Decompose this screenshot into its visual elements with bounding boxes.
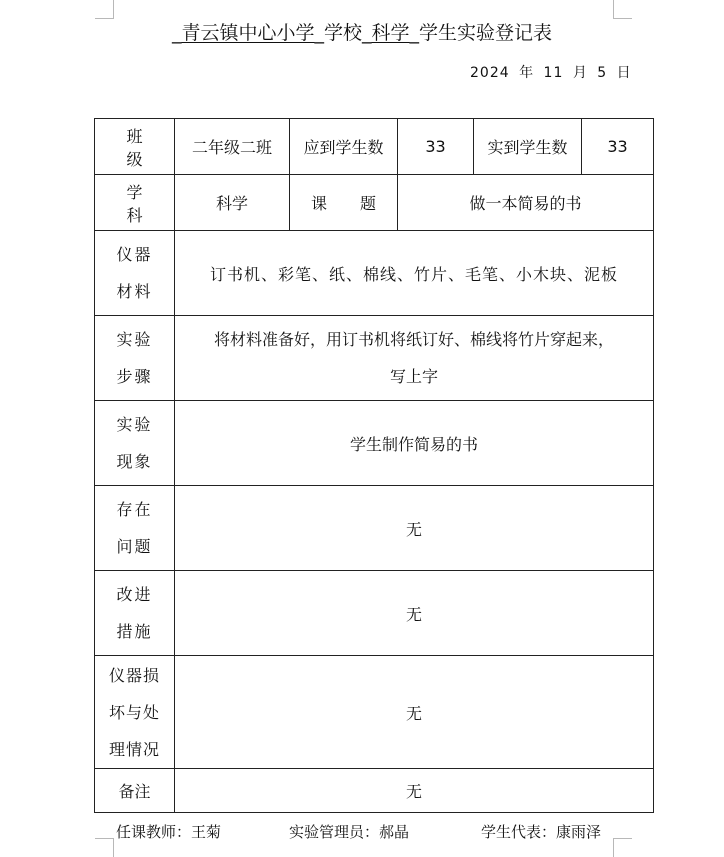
table-row — [95, 316, 654, 401]
phenomenon-label-line-2: 现象 — [116, 452, 153, 471]
damage-label-line-1: 仪器损 — [108, 665, 160, 685]
phenomenon-label — [95, 401, 175, 486]
damage-value: 无 — [175, 656, 654, 769]
table-row — [95, 401, 654, 486]
title-suffix: _学生实验登记表 — [409, 22, 553, 44]
table-row — [95, 175, 654, 231]
topic-value: 做一本简易的书 — [398, 175, 654, 231]
title-mid: _学校_ — [314, 22, 372, 44]
damage-label-line-3: 理情况 — [108, 739, 160, 759]
materials-label-line-2: 材料 — [116, 282, 153, 301]
improvement-label — [95, 571, 175, 656]
table-row — [95, 231, 654, 316]
teacher-signature: 任课教师：王菊 — [116, 823, 222, 841]
actual-students-label: 实到学生数 — [474, 119, 582, 175]
phenomenon-label-line-1: 实验 — [116, 415, 153, 434]
steps-value-line-1: 将材料准备好，用订书机将纸订好、棉线将竹片穿起来， — [213, 330, 614, 349]
problems-value: 无 — [175, 486, 654, 571]
problems-label-line-1: 存在 — [116, 500, 153, 519]
subject-label: 学 科 — [95, 175, 175, 231]
title-prefix: _ — [171, 22, 182, 44]
steps-label-line-2: 步骤 — [116, 367, 153, 386]
problems-label-line-2: 问题 — [116, 537, 153, 556]
page-corner-mark-bottom-left — [95, 838, 114, 857]
table-row — [95, 486, 654, 571]
remarks-value: 无 — [175, 769, 654, 813]
actual-students-value: 33 — [582, 119, 654, 175]
title-subject: 科学 — [371, 22, 410, 44]
materials-label — [95, 231, 175, 316]
damage-label-line-2: 坏与处 — [108, 702, 160, 722]
improvement-value: 无 — [175, 571, 654, 656]
table-row — [95, 769, 654, 813]
date-month: 11 — [543, 65, 564, 81]
student-rep-signature: 学生代表：康雨泽 — [481, 823, 602, 841]
remarks-label: 备注 — [95, 769, 175, 813]
lab-manager-signature: 实验管理员：郝晶 — [289, 823, 410, 841]
table-row — [95, 571, 654, 656]
materials-value: 订书机、彩笔、纸、棉线、竹片、毛笔、小木块、泥板 — [175, 231, 654, 316]
date-day: 5 — [597, 65, 608, 81]
materials-label-line-1: 仪器 — [116, 245, 153, 264]
improvement-label-line-2: 措施 — [116, 622, 153, 641]
expected-students-label: 应到学生数 — [290, 119, 398, 175]
title-school: 青云镇中心小学 — [181, 22, 315, 44]
date-line — [470, 62, 636, 82]
expected-students-value: 33 — [398, 119, 474, 175]
date-year: 2024 — [470, 65, 510, 81]
improvement-label-line-1: 改进 — [116, 585, 153, 604]
table-row — [95, 119, 654, 175]
steps-value-line-2: 写上字 — [389, 367, 438, 386]
damage-label — [95, 656, 175, 769]
page-corner-mark-top-right — [613, 0, 632, 19]
experiment-register-table — [94, 118, 654, 813]
date-month-unit: 月 — [572, 65, 588, 81]
page-corner-mark-bottom-right — [613, 838, 632, 857]
class-value: 二年级二班 — [175, 119, 290, 175]
document-title — [0, 18, 724, 45]
subject-value: 科学 — [175, 175, 290, 231]
topic-label: 课 题 — [290, 175, 398, 231]
page-corner-mark-top-left — [95, 0, 114, 19]
table-row — [95, 656, 654, 769]
date-day-unit: 日 — [616, 65, 632, 81]
date-year-unit: 年 — [519, 65, 535, 81]
steps-label — [95, 316, 175, 401]
problems-label — [95, 486, 175, 571]
steps-value — [175, 316, 654, 401]
phenomenon-value: 学生制作简易的书 — [175, 401, 654, 486]
class-label: 班 级 — [95, 119, 175, 175]
steps-label-line-1: 实验 — [116, 330, 153, 349]
